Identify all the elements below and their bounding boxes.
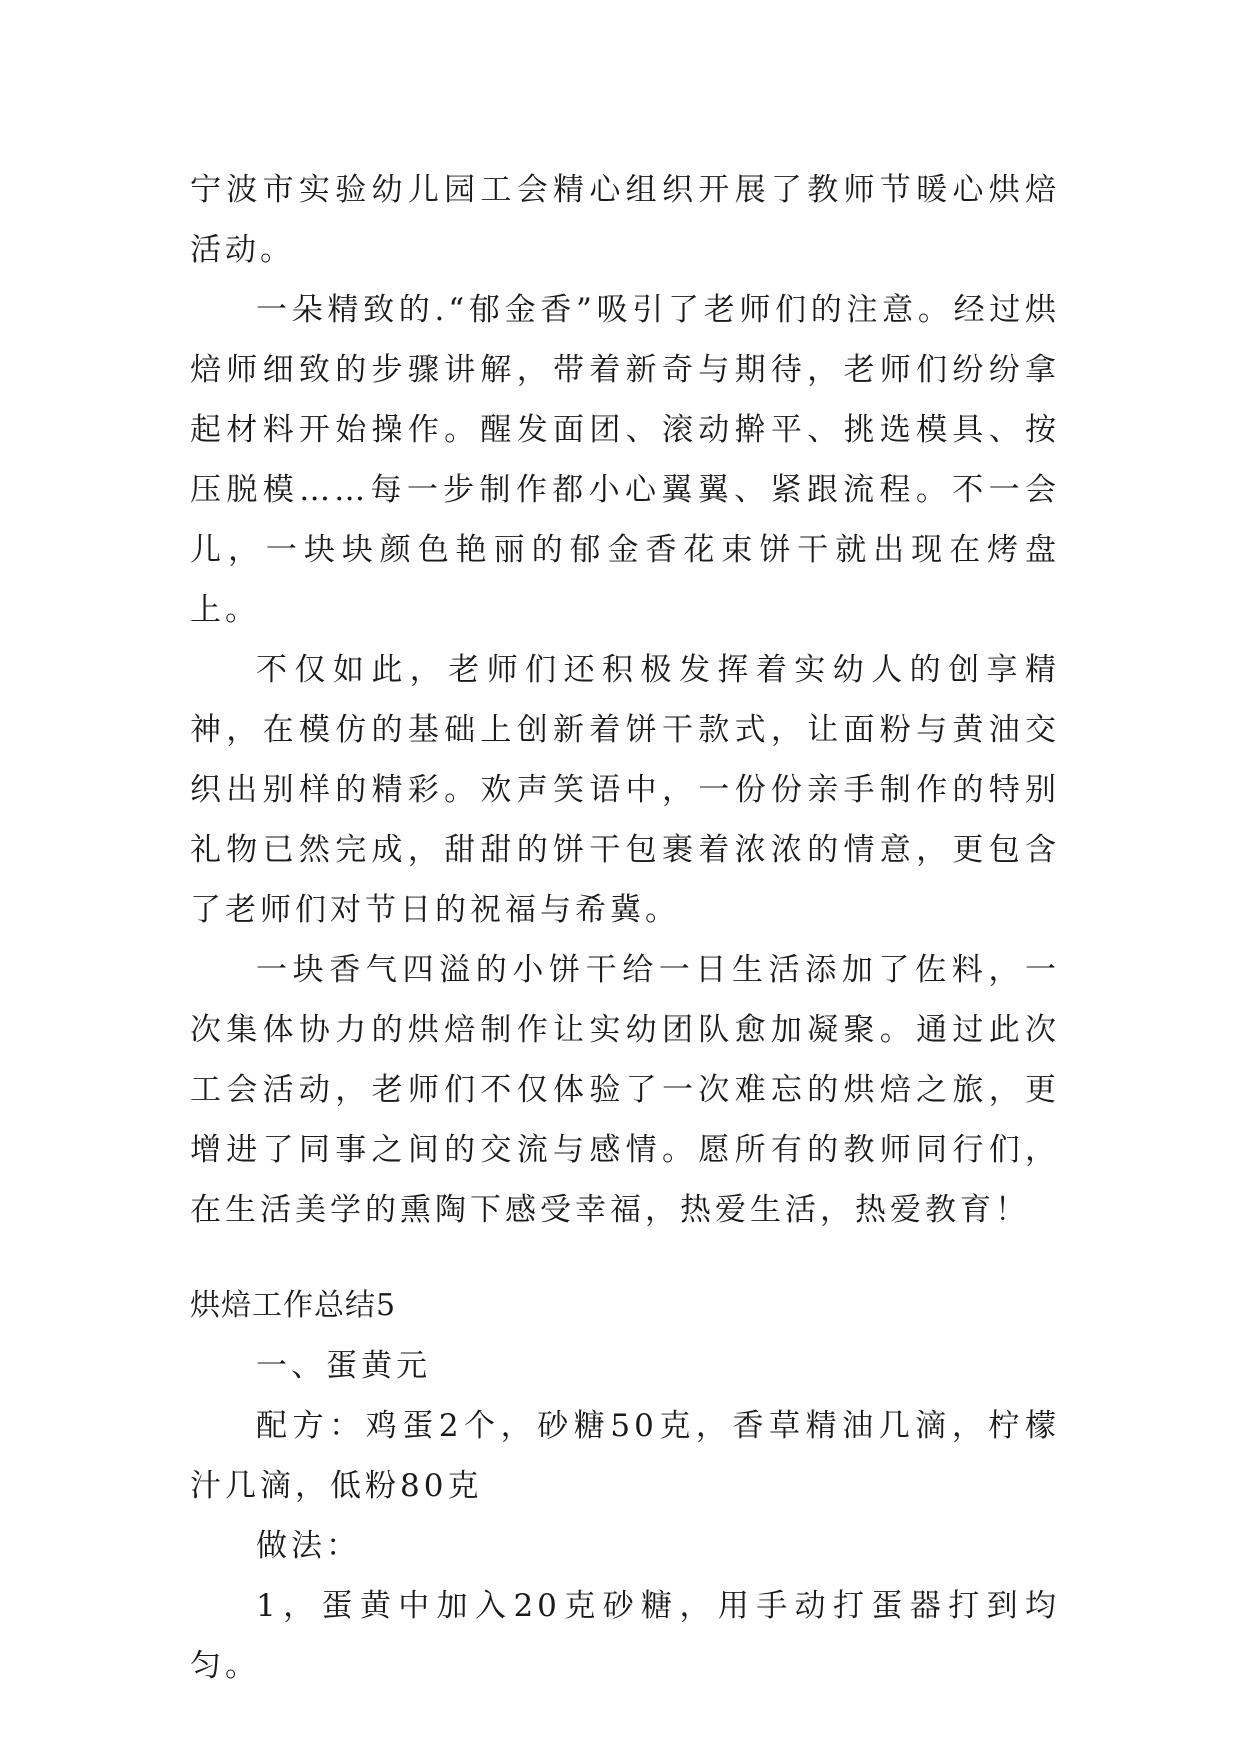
section-title: 烘焙工作总结5: [190, 1288, 397, 1323]
method-label: 做法：: [256, 1528, 361, 1564]
recipe-ingredients: 配方：鸡蛋2个，砂糖50克，香草精油几滴，柠檬汁几滴，低粉80克: [190, 1408, 1060, 1504]
paragraph-conclusion: 一块香气四溢的小饼干给一日生活添加了佐料，一次集体协力的烘焙制作让实幼团队愈加凝聚。通过此次工会活动，老师们不仅体验了一次难忘的烘焙之旅，更增进了同事之间的交流与感情。愿所有的教师同行们，在生活美学的熏陶下感受幸福，热爱生活，热爱教育！: [190, 952, 1060, 1228]
section-subtitle: 一、蛋黄元: [256, 1348, 431, 1384]
method-step-1: 1，蛋黄中加入20克砂糖，用手动打蛋器打到均匀。: [190, 1588, 1060, 1684]
paragraph-tulip: 一朵精致的.“郁金香”吸引了老师们的注意。经过烘焙师细致的步骤讲解，带着新奇与期待，老师们纷纷拿起材料开始操作。醒发面团、滚动擀平、挑选模具、按压脱模……每一步制作都小心翼翼、紧跟流程。不一会儿，一块块颜色艳丽的郁金香花束饼干就出现在烤盘上。: [190, 292, 1060, 628]
document-page: [190, 160, 1060, 1696]
paragraph-intro-end: 宁波市实验幼儿园工会精心组织开展了教师节暖心烘焙活动。: [190, 172, 1060, 268]
paragraph-innovation: 不仅如此，老师们还积极发挥着实幼人的创享精神，在模仿的基础上创新着饼干款式，让面粉与黄油交织出别样的精彩。欢声笑语中，一份份亲手制作的特别礼物已然完成，甜甜的饼干包裹着浓浓的情意，更包含了老师们对节日的祝福与希冀。: [190, 652, 1060, 928]
